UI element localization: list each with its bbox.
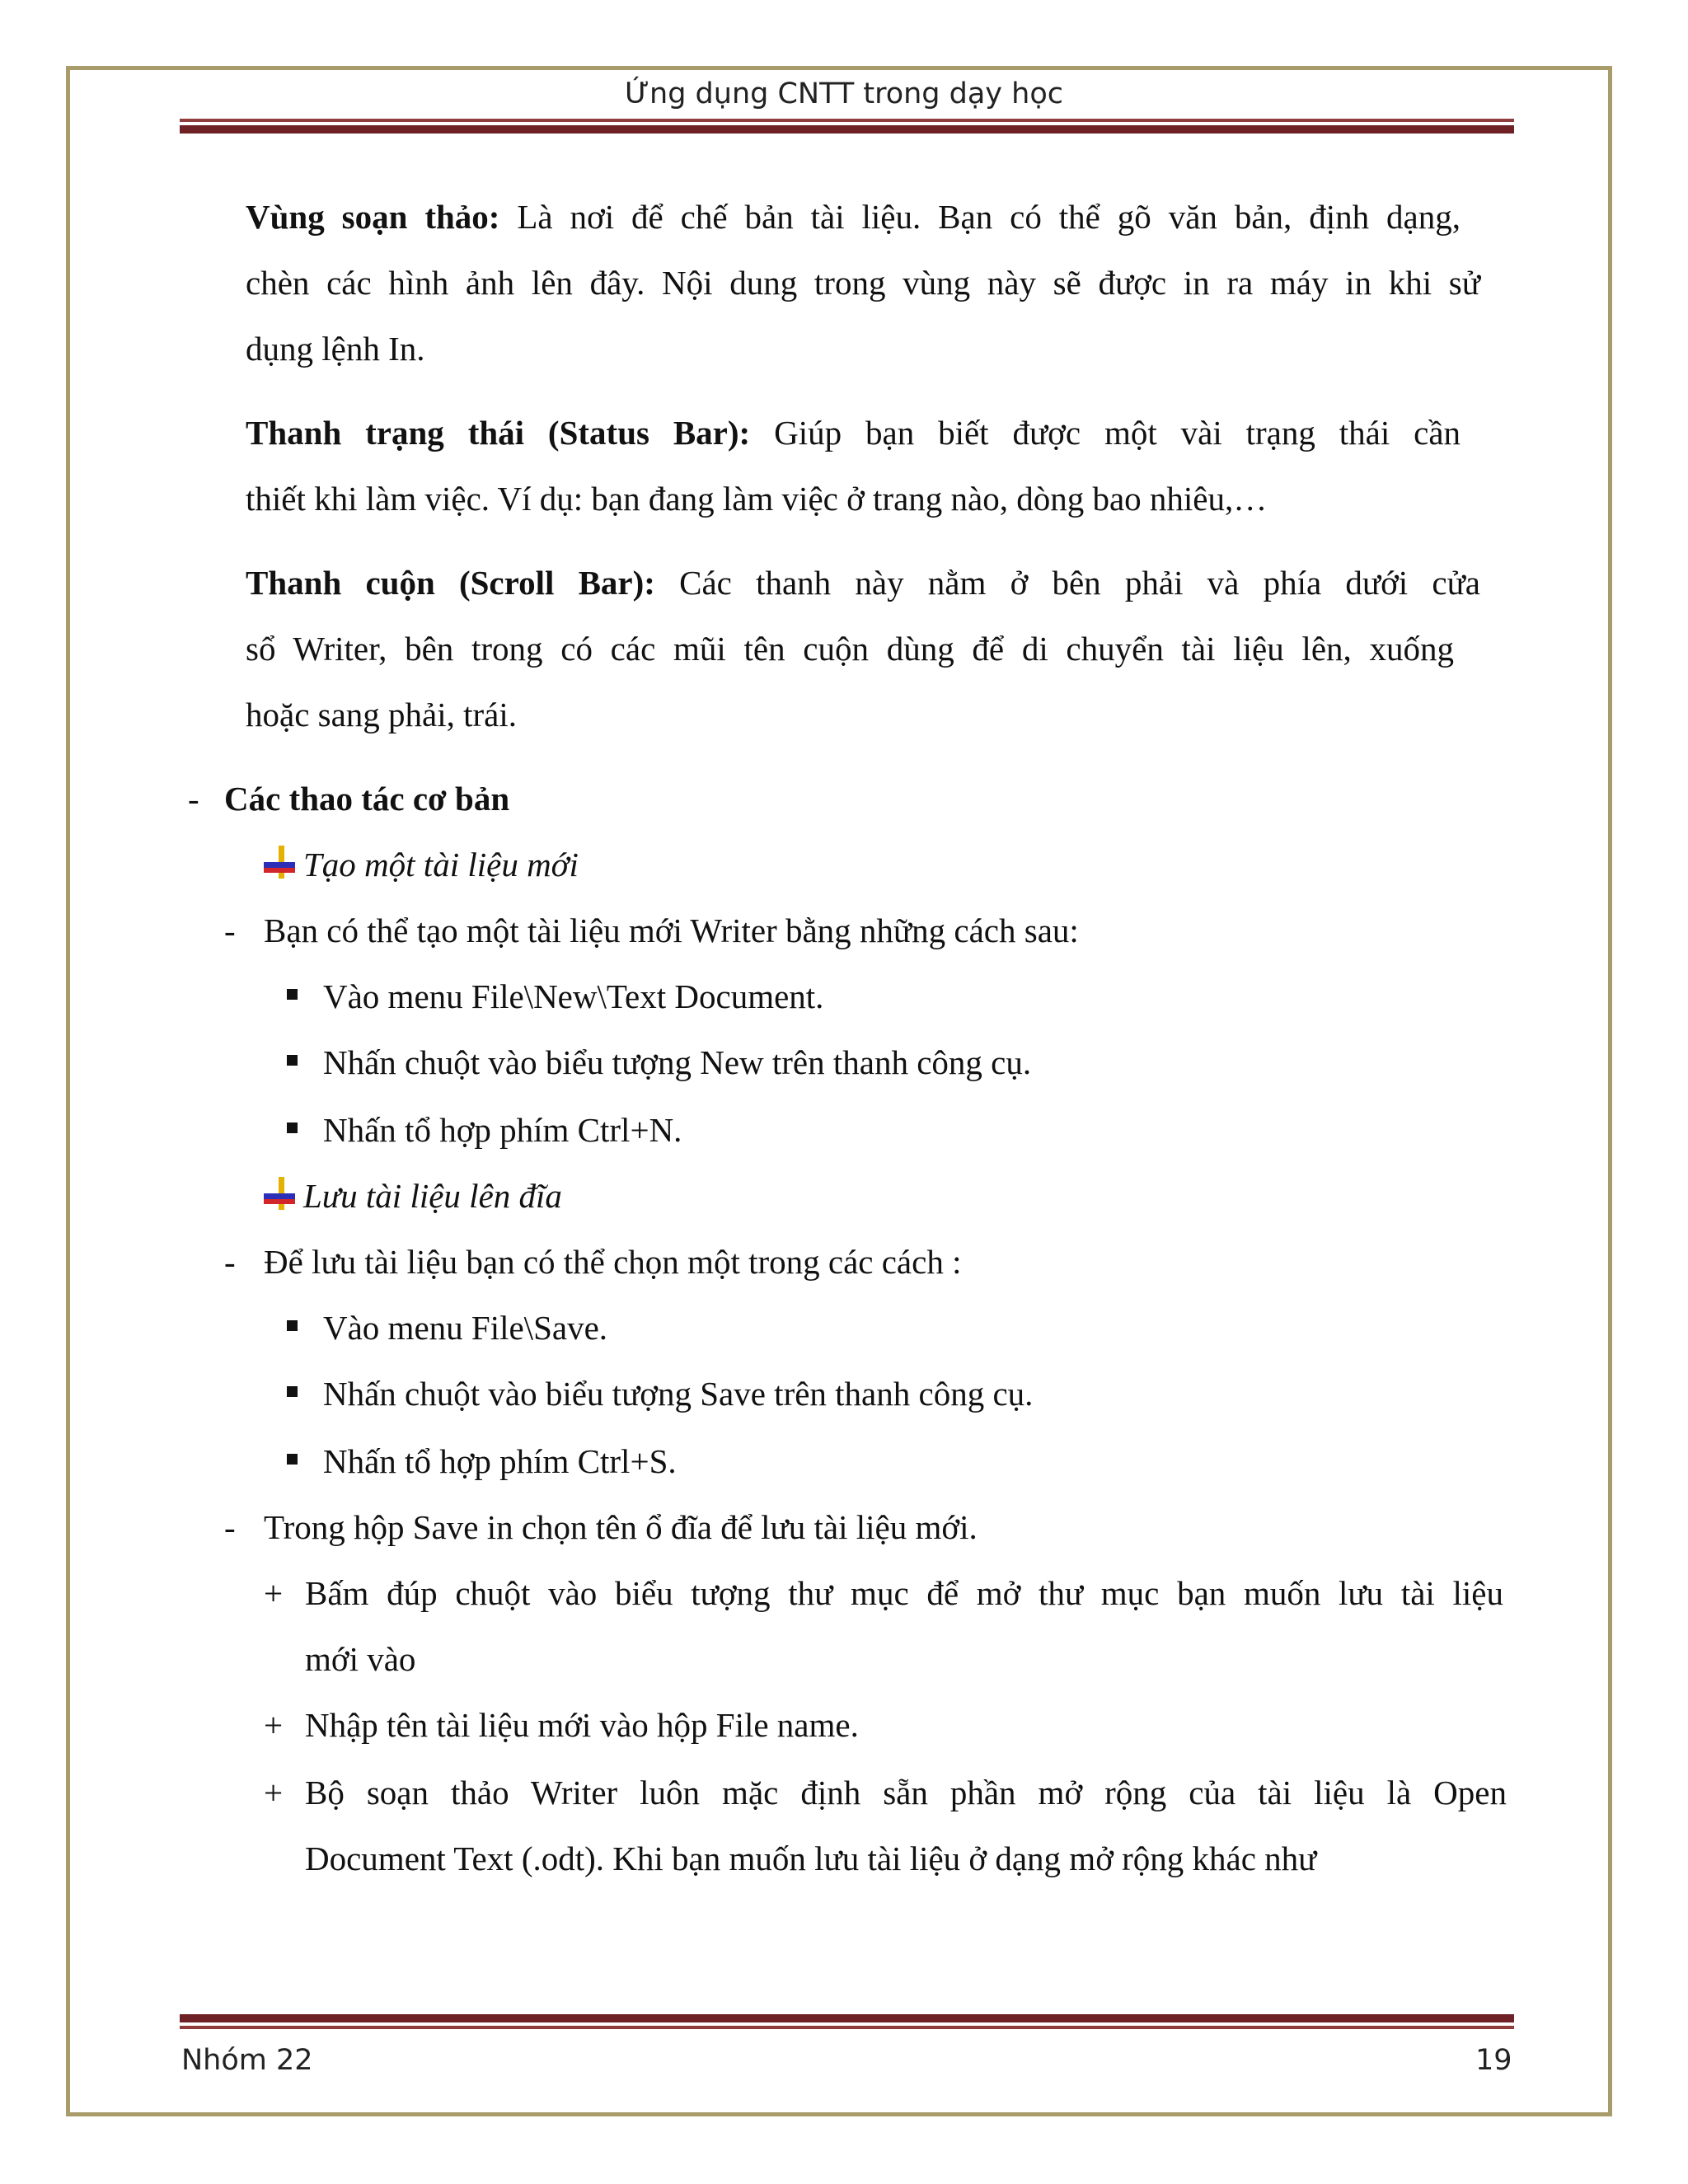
square-bullet-icon (287, 989, 298, 1000)
footer-rule (180, 2014, 1514, 2029)
square-bullet-icon (287, 1454, 298, 1465)
square-bullet-icon (287, 1122, 298, 1133)
square-bullet-icon (287, 1320, 298, 1331)
list-dash: - (224, 912, 236, 949)
plus-bullet: + (264, 1706, 284, 1744)
term-label: Thanh cuộn (Scroll Bar): (246, 564, 655, 602)
paragraph-editing-area-line-3: dụng lệnh In. (246, 330, 425, 368)
save-dialog-intro: Trong hộp Save in chọn tên ổ đĩa để lưu tài liệu mới. (264, 1508, 978, 1546)
term-label: Thanh trạng thái (Status Bar): (246, 414, 751, 452)
square-bullet-icon (287, 1055, 298, 1066)
list-item: Nhấn tổ hợp phím Ctrl+S. (323, 1442, 677, 1480)
plus-item-line-1: Nhập tên tài liệu mới vào hộp File name. (305, 1706, 859, 1744)
list-item: Vào menu File\New\Text Document. (323, 977, 824, 1015)
paragraph-status-bar-line-2: thiết khi làm việc. Ví dụ: bạn đang làm việc ở trang nào, dòng bao nhiêu,… (246, 480, 1268, 518)
pushpin-bullet-icon (264, 846, 295, 879)
square-bullet-icon (287, 1386, 298, 1397)
list-item: Nhấn chuột vào biểu tượng New trên thanh công cụ. (323, 1043, 1032, 1081)
paragraph-editing-area-line-1: Vùng soạn thảo: Là nơi để chế bản tài liệu. Bạn có thể gõ văn bản, định dạng, (246, 198, 1461, 236)
subheading-save-document: Lưu tài liệu lên đĩa (303, 1177, 562, 1215)
footer-group-name: Nhóm 22 (181, 2044, 313, 2077)
paragraph-scroll-bar-line-2: sổ Writer, bên trong có các mũi tên cuộn dùng để di chuyển tài liệu lên, xuống (246, 630, 1454, 668)
plus-bullet: + (264, 1774, 284, 1811)
term-label: Vùng soạn thảo: (246, 198, 500, 236)
plus-bullet: + (264, 1574, 284, 1612)
list-item: Vào menu File\Save. (323, 1309, 608, 1347)
paragraph-scroll-bar-line-1: Thanh cuộn (Scroll Bar): Các thanh này nằm ở bên phải và phía dưới cửa (246, 564, 1480, 602)
header-rule (180, 119, 1514, 134)
pushpin-bullet-icon (264, 1177, 295, 1210)
paragraph-scroll-bar-line-3: hoặc sang phải, trái. (246, 696, 518, 733)
plus-item-line-1: Bấm đúp chuột vào biểu tượng thư mục để mở thư mục bạn muốn lưu tài liệu (305, 1574, 1503, 1612)
section-title: Các thao tác cơ bản (224, 780, 510, 818)
plus-item-line-2: Document Text (.odt). Khi bạn muốn lưu tài liệu ở dạng mở rộng khác như (305, 1840, 1317, 1877)
section-dash: - (188, 780, 199, 818)
plus-item-line-2: mới vào (305, 1640, 416, 1678)
list-dash: - (224, 1243, 236, 1281)
plus-item-line-1: Bộ soạn thảo Writer luôn mặc định sẵn phần mở rộng của tài liệu là Open (305, 1774, 1507, 1811)
list-item: Nhấn tổ hợp phím Ctrl+N. (323, 1111, 682, 1149)
paragraph-editing-area-line-2: chèn các hình ảnh lên đây. Nội dung trong vùng này sẽ được in ra máy in khi sử (246, 264, 1480, 302)
list-item: Nhấn chuột vào biểu tượng Save trên thanh công cụ. (323, 1375, 1034, 1413)
list-dash: - (224, 1508, 236, 1546)
page-header-title: Ứng dụng CNTT trong dạy học (625, 77, 1063, 110)
paragraph-status-bar-line-1: Thanh trạng thái (Status Bar): Giúp bạn biết được một vài trạng thái cần (246, 414, 1461, 452)
new-document-intro: Bạn có thể tạo một tài liệu mới Writer bằng những cách sau: (264, 912, 1079, 949)
save-document-intro: Để lưu tài liệu bạn có thể chọn một trong các cách : (264, 1243, 962, 1281)
subheading-new-document: Tạo một tài liệu mới (303, 846, 579, 883)
page-number: 19 (1475, 2044, 1512, 2077)
